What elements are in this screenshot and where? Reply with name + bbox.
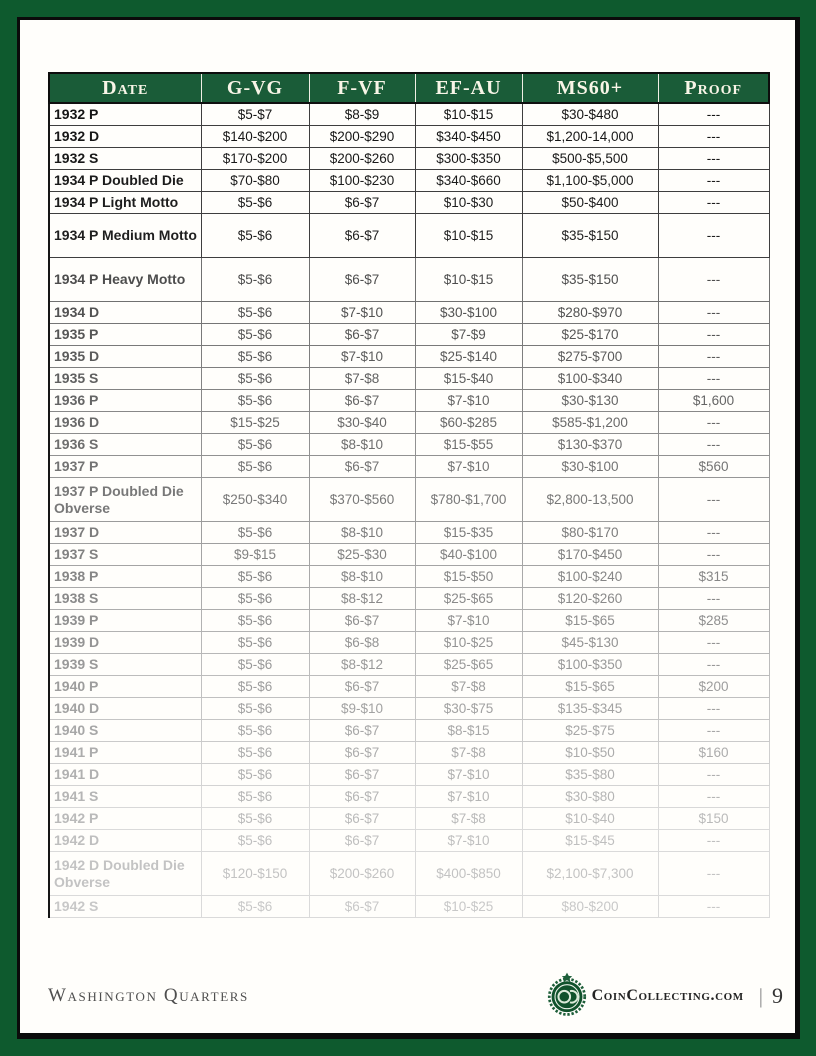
value-cell: $15-$25: [201, 412, 309, 434]
value-cell: $30-$480: [522, 103, 658, 126]
value-cell: $8-$15: [415, 720, 522, 742]
value-cell: ---: [658, 170, 769, 192]
date-cell: 1941 D: [49, 764, 201, 786]
table-row: [49, 302, 769, 324]
value-cell: $15-$55: [415, 434, 522, 456]
value-cell: $5-$6: [201, 324, 309, 346]
value-cell: $6-$7: [309, 896, 415, 918]
value-cell: ---: [658, 764, 769, 786]
value-cell: $370-$560: [309, 478, 415, 522]
table-row: [49, 610, 769, 632]
value-cell: $5-$6: [201, 632, 309, 654]
value-cell: $8-$12: [309, 654, 415, 676]
value-cell: $300-$350: [415, 148, 522, 170]
header-ms60: MS60+: [522, 73, 658, 103]
value-cell: $2,800-13,500: [522, 478, 658, 522]
value-cell: $5-$6: [201, 742, 309, 764]
value-cell: $7-$8: [415, 676, 522, 698]
value-cell: ---: [658, 148, 769, 170]
value-cell: $7-$10: [415, 830, 522, 852]
value-cell: $40-$100: [415, 544, 522, 566]
value-cell: $30-$75: [415, 698, 522, 720]
value-cell: $7-$10: [415, 610, 522, 632]
value-cell: $7-$10: [415, 764, 522, 786]
table-row: [49, 830, 769, 852]
value-cell: $30-$130: [522, 390, 658, 412]
value-cell: $5-$6: [201, 346, 309, 368]
value-cell: $25-$140: [415, 346, 522, 368]
value-cell: ---: [658, 412, 769, 434]
value-cell: $1,100-$5,000: [522, 170, 658, 192]
table-row: [49, 852, 769, 896]
value-cell: $200-$260: [309, 148, 415, 170]
value-cell: $6-$7: [309, 610, 415, 632]
date-cell: 1942 S: [49, 896, 201, 918]
value-cell: ---: [658, 720, 769, 742]
value-cell: $15-$45: [522, 830, 658, 852]
date-cell: 1936 D: [49, 412, 201, 434]
value-cell: $6-$7: [309, 258, 415, 302]
value-cell: $35-$80: [522, 764, 658, 786]
table-row: [49, 720, 769, 742]
value-cell: $250-$340: [201, 478, 309, 522]
header-ef-au: EF-AU: [415, 73, 522, 103]
value-cell: $15-$35: [415, 522, 522, 544]
value-cell: $10-$15: [415, 103, 522, 126]
value-cell: $5-$6: [201, 522, 309, 544]
value-cell: $10-$25: [415, 632, 522, 654]
value-cell: $6-$7: [309, 786, 415, 808]
page-number: 9: [772, 983, 783, 1008]
value-cell: $200: [658, 676, 769, 698]
date-cell: 1942 D: [49, 830, 201, 852]
value-cell: $6-$7: [309, 742, 415, 764]
value-cell: $5-$6: [201, 764, 309, 786]
value-cell: $5-$6: [201, 368, 309, 390]
value-cell: ---: [658, 192, 769, 214]
value-cell: $50-$400: [522, 192, 658, 214]
value-cell: $6-$7: [309, 676, 415, 698]
value-cell: $6-$7: [309, 830, 415, 852]
value-cell: $285: [658, 610, 769, 632]
value-cell: $2,100-$7,300: [522, 852, 658, 896]
value-cell: $60-$285: [415, 412, 522, 434]
table-row: [49, 676, 769, 698]
value-cell: $6-$8: [309, 632, 415, 654]
value-cell: $275-$700: [522, 346, 658, 368]
value-cell: $160: [658, 742, 769, 764]
value-cell: $7-$8: [415, 808, 522, 830]
table-row: [49, 632, 769, 654]
value-cell: $100-$240: [522, 566, 658, 588]
document-page: [17, 17, 800, 1039]
value-cell: ---: [658, 654, 769, 676]
table-row: [49, 764, 769, 786]
date-cell: 1932 S: [49, 148, 201, 170]
date-cell: 1935 S: [49, 368, 201, 390]
table-row: [49, 786, 769, 808]
footer-title: Washington Quarters: [48, 985, 249, 1006]
value-cell: $30-$100: [522, 456, 658, 478]
value-cell: $6-$7: [309, 764, 415, 786]
value-cell: $25-$65: [415, 654, 522, 676]
value-cell: $8-$10: [309, 434, 415, 456]
table-row: [49, 148, 769, 170]
value-cell: ---: [658, 302, 769, 324]
value-cell: $6-$7: [309, 192, 415, 214]
table-row: [49, 126, 769, 148]
footer-separator: |: [758, 983, 763, 1008]
header-g-vg: G-VG: [201, 73, 309, 103]
value-cell: $5-$6: [201, 192, 309, 214]
date-cell: 1940 S: [49, 720, 201, 742]
value-cell: $70-$80: [201, 170, 309, 192]
value-cell: ---: [658, 588, 769, 610]
value-cell: $10-$15: [415, 258, 522, 302]
value-cell: $5-$6: [201, 390, 309, 412]
value-cell: $35-$150: [522, 258, 658, 302]
value-cell: $6-$7: [309, 456, 415, 478]
table-row: [49, 742, 769, 764]
value-cell: $5-$6: [201, 896, 309, 918]
brand-cluster: [547, 972, 783, 1021]
value-cell: $30-$100: [415, 302, 522, 324]
value-cell: $135-$345: [522, 698, 658, 720]
value-cell: ---: [658, 632, 769, 654]
table-row: [49, 544, 769, 566]
value-cell: $10-$25: [415, 896, 522, 918]
value-cell: $100-$350: [522, 654, 658, 676]
table-row: [49, 588, 769, 610]
date-cell: 1942 P: [49, 808, 201, 830]
date-cell: 1940 P: [49, 676, 201, 698]
value-cell: $7-$8: [309, 368, 415, 390]
value-cell: $30-$40: [309, 412, 415, 434]
value-cell: $6-$7: [309, 214, 415, 258]
value-cell: $200-$260: [309, 852, 415, 896]
value-cell: $8-$10: [309, 566, 415, 588]
date-cell: 1937 D: [49, 522, 201, 544]
table-row: [49, 434, 769, 456]
value-cell: $5-$6: [201, 654, 309, 676]
value-cell: $25-$30: [309, 544, 415, 566]
value-cell: $340-$450: [415, 126, 522, 148]
table-row: [49, 346, 769, 368]
table-row: [49, 412, 769, 434]
value-cell: $7-$10: [415, 390, 522, 412]
value-cell: $5-$7: [201, 103, 309, 126]
table-row: [49, 456, 769, 478]
value-cell: $6-$7: [309, 324, 415, 346]
table-row: [49, 390, 769, 412]
date-cell: 1934 P Medium Motto: [49, 214, 201, 258]
value-cell: $5-$6: [201, 698, 309, 720]
value-cell: $5-$6: [201, 258, 309, 302]
value-cell: $25-$75: [522, 720, 658, 742]
value-cell: $315: [658, 566, 769, 588]
value-cell: $585-$1,200: [522, 412, 658, 434]
value-cell: $5-$6: [201, 720, 309, 742]
value-cell: $10-$30: [415, 192, 522, 214]
date-cell: 1940 D: [49, 698, 201, 720]
value-cell: ---: [658, 544, 769, 566]
value-cell: ---: [658, 214, 769, 258]
table-row: [49, 478, 769, 522]
table-row: [49, 192, 769, 214]
header-proof: Proof: [658, 73, 769, 103]
value-cell: $170-$200: [201, 148, 309, 170]
table-row: [49, 654, 769, 676]
value-cell: $7-$8: [415, 742, 522, 764]
value-cell: ---: [658, 786, 769, 808]
value-cell: $170-$450: [522, 544, 658, 566]
value-cell: $5-$6: [201, 610, 309, 632]
table-header-row: [49, 73, 769, 103]
table-row: [49, 258, 769, 302]
value-cell: $10-$50: [522, 742, 658, 764]
value-cell: $780-$1,700: [415, 478, 522, 522]
value-cell: $7-$10: [309, 346, 415, 368]
value-cell: $100-$230: [309, 170, 415, 192]
coin-price-table: [48, 72, 770, 918]
value-cell: $5-$6: [201, 676, 309, 698]
value-cell: $15-$65: [522, 610, 658, 632]
value-cell: $280-$970: [522, 302, 658, 324]
date-cell: 1935 D: [49, 346, 201, 368]
value-cell: $8-$10: [309, 522, 415, 544]
table-row: [49, 103, 769, 126]
date-cell: 1938 P: [49, 566, 201, 588]
value-cell: $5-$6: [201, 588, 309, 610]
table-row: [49, 368, 769, 390]
table-row: [49, 698, 769, 720]
value-cell: $5-$6: [201, 302, 309, 324]
value-cell: $7-$10: [309, 302, 415, 324]
date-cell: 1941 P: [49, 742, 201, 764]
table-row: [49, 808, 769, 830]
value-cell: ---: [658, 852, 769, 896]
date-cell: 1939 D: [49, 632, 201, 654]
value-cell: $120-$150: [201, 852, 309, 896]
value-cell: $6-$7: [309, 808, 415, 830]
value-cell: $5-$6: [201, 456, 309, 478]
value-cell: $5-$6: [201, 786, 309, 808]
value-cell: ---: [658, 830, 769, 852]
value-cell: ---: [658, 346, 769, 368]
date-cell: 1932 D: [49, 126, 201, 148]
value-cell: ---: [658, 103, 769, 126]
value-cell: $6-$7: [309, 720, 415, 742]
value-cell: $400-$850: [415, 852, 522, 896]
value-cell: $150: [658, 808, 769, 830]
value-cell: $200-$290: [309, 126, 415, 148]
value-cell: ---: [658, 368, 769, 390]
date-cell: 1939 S: [49, 654, 201, 676]
value-cell: $25-$170: [522, 324, 658, 346]
value-cell: $80-$200: [522, 896, 658, 918]
date-cell: 1936 S: [49, 434, 201, 456]
table-row: [49, 896, 769, 918]
value-cell: ---: [658, 698, 769, 720]
date-cell: 1937 S: [49, 544, 201, 566]
value-cell: $560: [658, 456, 769, 478]
brand-name: CoinCollecting.com: [591, 987, 744, 1004]
table-row: [49, 522, 769, 544]
value-cell: $15-$65: [522, 676, 658, 698]
value-cell: ---: [658, 258, 769, 302]
value-cell: $120-$260: [522, 588, 658, 610]
table-row: [49, 214, 769, 258]
price-table-body: [49, 103, 769, 918]
table-row: [49, 170, 769, 192]
date-cell: 1941 S: [49, 786, 201, 808]
value-cell: $1,600: [658, 390, 769, 412]
value-cell: ---: [658, 522, 769, 544]
value-cell: $7-$10: [415, 456, 522, 478]
value-cell: ---: [658, 324, 769, 346]
date-cell: 1936 P: [49, 390, 201, 412]
value-cell: $5-$6: [201, 808, 309, 830]
value-cell: ---: [658, 126, 769, 148]
value-cell: $8-$12: [309, 588, 415, 610]
header-date: Date: [49, 73, 201, 103]
value-cell: $7-$10: [415, 786, 522, 808]
value-cell: $9-$15: [201, 544, 309, 566]
value-cell: $500-$5,500: [522, 148, 658, 170]
page-footer: [48, 971, 783, 1021]
date-cell: 1934 D: [49, 302, 201, 324]
value-cell: $5-$6: [201, 830, 309, 852]
value-cell: $340-$660: [415, 170, 522, 192]
table-row: [49, 324, 769, 346]
value-cell: $130-$370: [522, 434, 658, 456]
value-cell: $5-$6: [201, 566, 309, 588]
value-cell: $140-$200: [201, 126, 309, 148]
value-cell: $9-$10: [309, 698, 415, 720]
date-cell: 1934 P Heavy Motto: [49, 258, 201, 302]
table-row: [49, 566, 769, 588]
coin-collecting-logo-icon: [547, 972, 587, 1021]
header-f-vf: F-VF: [309, 73, 415, 103]
value-cell: $1,200-14,000: [522, 126, 658, 148]
date-cell: 1942 D Doubled Die Obverse: [49, 852, 201, 896]
value-cell: $10-$15: [415, 214, 522, 258]
value-cell: $15-$50: [415, 566, 522, 588]
value-cell: ---: [658, 478, 769, 522]
value-cell: $45-$130: [522, 632, 658, 654]
date-cell: 1939 P: [49, 610, 201, 632]
value-cell: $30-$80: [522, 786, 658, 808]
value-cell: $80-$170: [522, 522, 658, 544]
date-cell: 1937 P: [49, 456, 201, 478]
value-cell: $7-$9: [415, 324, 522, 346]
value-cell: $35-$150: [522, 214, 658, 258]
date-cell: 1937 P Doubled Die Obverse: [49, 478, 201, 522]
date-cell: 1932 P: [49, 103, 201, 126]
value-cell: $8-$9: [309, 103, 415, 126]
value-cell: $5-$6: [201, 214, 309, 258]
value-cell: $5-$6: [201, 434, 309, 456]
value-cell: $6-$7: [309, 390, 415, 412]
value-cell: ---: [658, 434, 769, 456]
date-cell: 1934 P Doubled Die: [49, 170, 201, 192]
date-cell: 1935 P: [49, 324, 201, 346]
value-cell: ---: [658, 896, 769, 918]
date-cell: 1934 P Light Motto: [49, 192, 201, 214]
value-cell: $15-$40: [415, 368, 522, 390]
value-cell: $25-$65: [415, 588, 522, 610]
value-cell: $100-$340: [522, 368, 658, 390]
date-cell: 1938 S: [49, 588, 201, 610]
value-cell: $10-$40: [522, 808, 658, 830]
